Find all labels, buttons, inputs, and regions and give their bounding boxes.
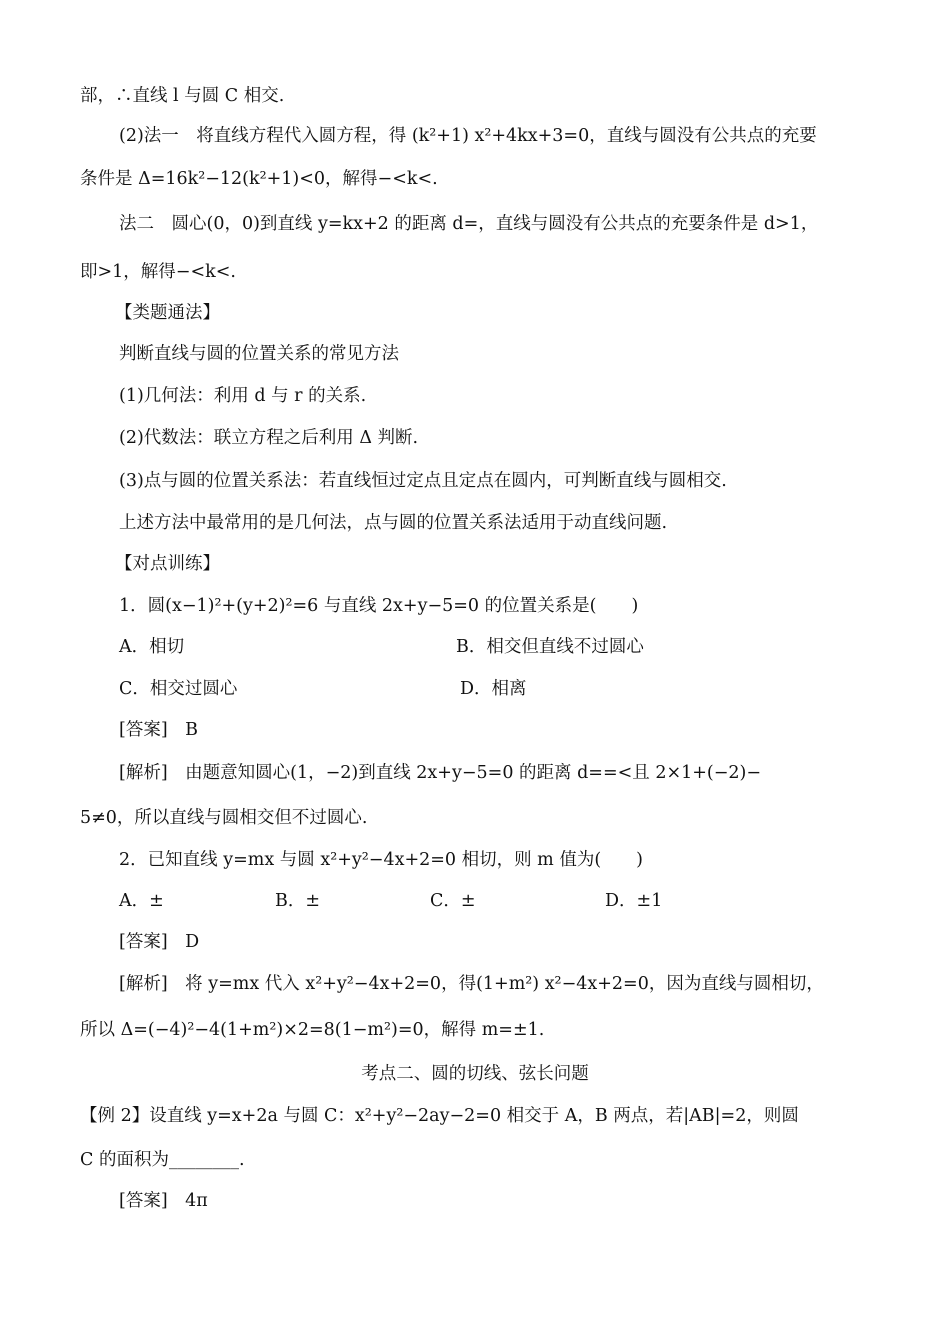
section-heading: 【对点训练】 (115, 554, 220, 574)
text-line: (2)代数法：联立方程之后利用 Δ 判断. (119, 428, 419, 448)
option-d: D．±1 (605, 891, 663, 911)
text-line: 法二 圆心(0，0)到直线 y=kx+2 的距离 d=，直线与圆没有公共点的充要条件是 d>1， (119, 214, 819, 234)
text-line: (2)法一 将直线方程代入圆方程，得 (k²+1) x²+4kx+3=0，直线与圆没有公共点的充要 (119, 126, 817, 146)
analysis-line: [解析] 由题意知圆心(1，−2)到直线 2x+y−5=0 的距离 d==<且 2×1+(−2)− (119, 763, 762, 783)
section-title: 考点二、圆的切线、弦长问题 (361, 1064, 589, 1084)
option-c: C．± (430, 891, 476, 911)
answer-line: [答案] D (119, 932, 200, 952)
analysis-line: [解析] 将 y=mx 代入 x²+y²−4x+2=0，得(1+m²) x²−4x+2=0，因为直线与圆相切， (119, 974, 824, 994)
analysis-line: 所以 Δ=(−4)²−4(1+m²)×2=8(1−m²)=0，解得 m=±1. (80, 1020, 545, 1040)
option-a: A．相切 (119, 637, 185, 657)
text-line: 上述方法中最常用的是几何法，点与圆的位置关系法适用于动直线问题. (119, 513, 668, 533)
option-d: D．相离 (460, 679, 527, 699)
example-stem: C 的面积为________. (80, 1150, 245, 1170)
text-line: 条件是 Δ=16k²−12(k²+1)<0，解得−<k<. (80, 169, 438, 189)
answer-line: [答案] 4π (119, 1191, 208, 1211)
question-stem: 1．圆(x−1)²+(y+2)²=6 与直线 2x+y−5=0 的位置关系是( ) (119, 596, 639, 616)
text-line: (3)点与圆的位置关系法：若直线恒过定点且定点在圆内，可判断直线与圆相交. (119, 471, 727, 491)
analysis-line: 5≠0，所以直线与圆相交但不过圆心. (80, 808, 368, 828)
text-line: 判断直线与圆的位置关系的常见方法 (119, 344, 399, 364)
answer-line: [答案] B (119, 720, 199, 740)
option-c: C．相交过圆心 (119, 679, 238, 699)
option-b: B．相交但直线不过圆心 (456, 637, 644, 657)
question-stem: 2．已知直线 y=mx 与圆 x²+y²−4x+2=0 相切，则 m 值为( ) (119, 850, 643, 870)
text-line: (1)几何法：利用 d 与 r 的关系. (119, 386, 367, 406)
option-a: A．± (119, 891, 164, 911)
text-line: 部，∴直线 l 与圆 C 相交. (80, 86, 285, 106)
text-line: 即>1，解得−<k<. (80, 262, 236, 282)
option-b: B．± (275, 891, 321, 911)
section-heading: 【类题通法】 (115, 303, 220, 323)
example-stem: 【例 2】设直线 y=x+2a 与圆 C：x²+y²−2ay−2=0 相交于 A，B 两点，若|AB|=2，则圆 (80, 1106, 799, 1126)
